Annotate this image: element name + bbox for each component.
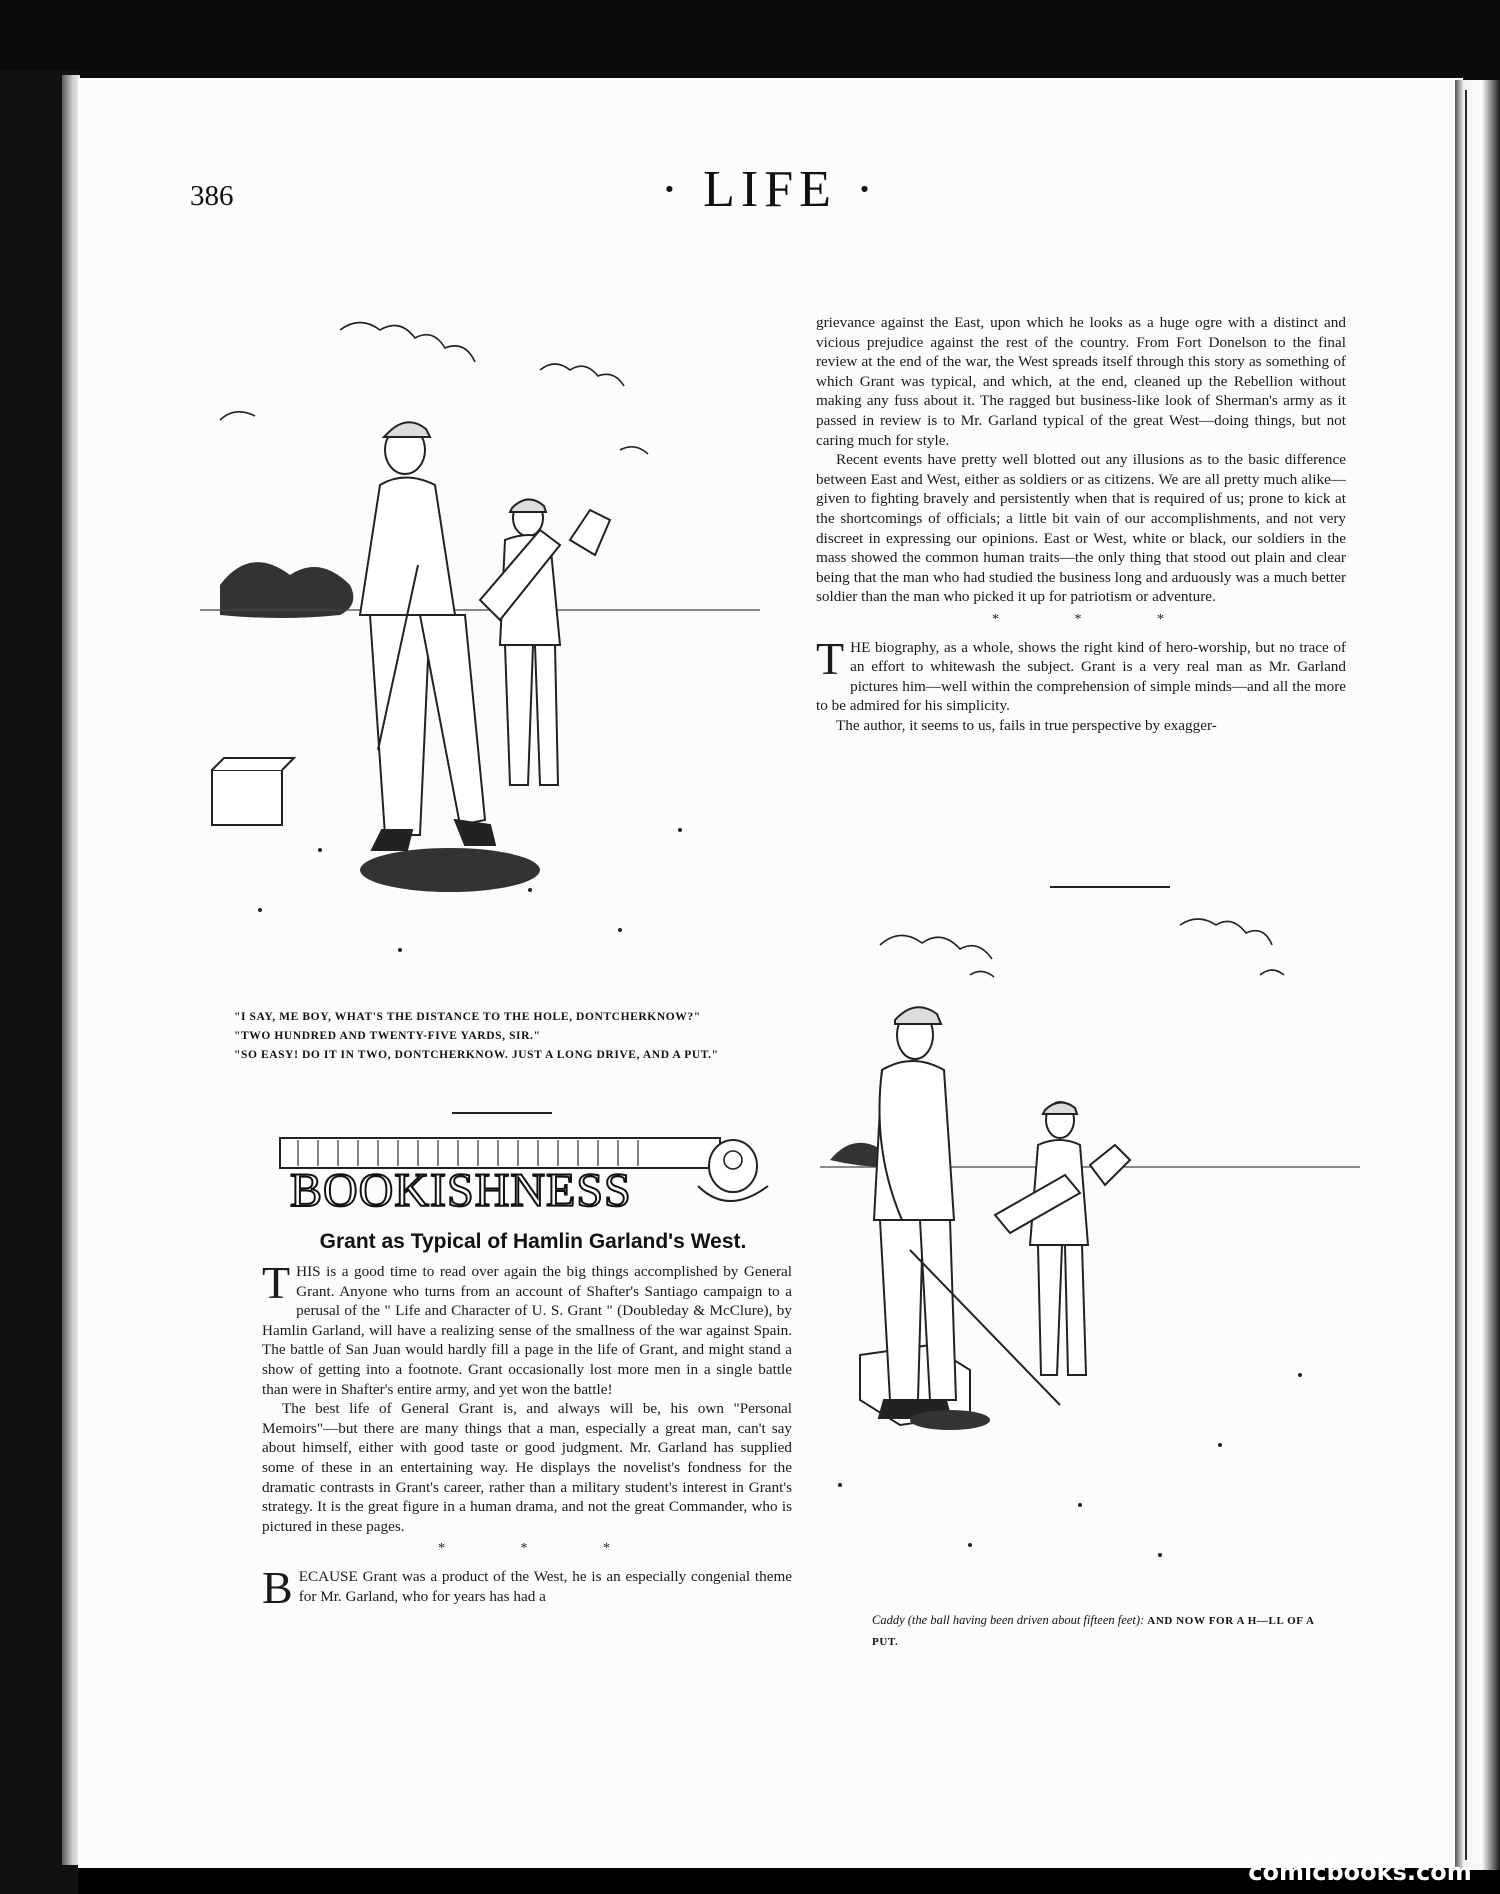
banner-title-text: BOOKISHNESS: [290, 1164, 632, 1216]
page-number: 386: [190, 180, 234, 212]
article-paragraph: The best life of General Grant is, and always will be, his own "Personal Memoirs"—but there are many things that a man, especially a great man, can't say about himself, either with good taste or good judgment. Mr. Garland has supplied some of these in an entertaining way. He displays the novelist's fondness for the dramatic contrasts in Grant's career, rather than a military student's interest in Grant's strategy. It is the great figure in a human drama, and not the great Commander, who is pictured in these pages.: [262, 1400, 792, 1535]
section-separator: * * *: [992, 611, 1200, 627]
article-paragraph: The author, it seems to us, fails in true perspective by exagger-: [836, 716, 1217, 734]
drop-cap: B: [262, 1561, 293, 1613]
paragraph-text: ECAUSE Grant was a product of the West, he is an especially congenial theme for Mr. Garland, who for years has had a: [298, 1567, 792, 1605]
scan-background: [0, 0, 1500, 80]
section-separator: * * *: [438, 1541, 646, 1557]
caption-line: "I SAY, ME BOY, WHAT'S THE DISTANCE TO THE HOLE, DONTCHERKNOW?": [234, 1011, 701, 1023]
golfer-cartoon-top: [200, 310, 760, 980]
bottom-cartoon-caption: [872, 1610, 1332, 1652]
divider-rule: [1050, 886, 1170, 888]
article-paragraph: [816, 632, 1346, 716]
drop-cap: T: [816, 632, 845, 684]
paragraph-text: HIS is a good time to read over again the big things accomplished by General Grant. Anyone who turns from an account of Shafter's Santiago campaign to a perusal of the " Life and Character of U. S. Grant " (Doubleday & McClure), by Hamlin Garland, will have a realizing sense of the smallness of the war against Spain. The battle of San Juan would hardly fill a page in the life of Grant, and might stand a show of getting into a footnote. Grant occasionally lost more men in a single battle than were in Shafter's entire army, and yet won the battle!: [262, 1263, 792, 1398]
bookishness-banner: [278, 1136, 778, 1216]
caption-line: "TWO HUNDRED AND TWENTY-FIVE YARDS, SIR.": [234, 1030, 541, 1042]
article-column-right: [816, 313, 1346, 735]
article-paragraph: [262, 1561, 792, 1613]
article-paragraph: Recent events have pretty well blotted out any illusions as to the basic difference between East and West, either as soldiers or as citizens. We are all pretty much alike—given to fighting bravely and persistently when that is required of us; prone to kick at the shortcomings of officials; a little bit vain of our accomplishments, and not very discreet in expressing our opinions. East or West, white or black, our soldiers in the mass showed the common human traits—the only thing that stood out plain and clear being that the man who had studied the business long and arduously was a much better soldier than the man who picked it up for patriotism or adventure.: [816, 451, 1346, 606]
fold-line: [1465, 90, 1467, 1860]
article-paragraph: [262, 1257, 792, 1399]
golfer-cartoon-bottom: [820, 905, 1360, 1595]
caption-line: "SO EASY! DO IT IN TWO, DONTCHERKNOW. JUST A LONG DRIVE, AND A PUT.": [234, 1049, 719, 1061]
page-fold: [1455, 80, 1500, 1870]
article-column-left: [262, 1257, 792, 1613]
top-cartoon-caption: [220, 1008, 730, 1065]
masthead-title: · LIFE ·: [660, 161, 880, 218]
caption-line: AND NOW FOR A H—LL OF A PUT.: [872, 1615, 1314, 1648]
article-headline: Grant as Typical of Hamlin Garland's West.: [319, 1230, 747, 1253]
article-paragraph: grievance against the East, upon which he looks as a huge ogre with a distinct and vicious prejudice against the rest of the country. From Fort Donelson to the final review at the end of the war, the West spreads itself through this story as something of which Grant was typical, and which, at the end, cleaned up the Rebellion without making any fuss about it. The ragged but business-like look of Sherman's army as it passed in review is to Mr. Garland typical of the great West—doing things, but not caring much for style.: [816, 314, 1346, 449]
paragraph-text: HE biography, as a whole, shows the right kind of hero-worship, but no trace of an effort to whitewash the subject. Grant is a very real man as Mr. Garland pictures him—well within the comprehension of simple minds—and all the more to be admired for his simplicity.: [816, 638, 1346, 715]
divider-rule: [452, 1112, 552, 1114]
caption-speaker: Caddy (the ball having been driven about fifteen feet):: [872, 1613, 1145, 1627]
watermark: comicbooks.com: [1248, 1858, 1472, 1886]
drop-cap: T: [262, 1257, 291, 1308]
